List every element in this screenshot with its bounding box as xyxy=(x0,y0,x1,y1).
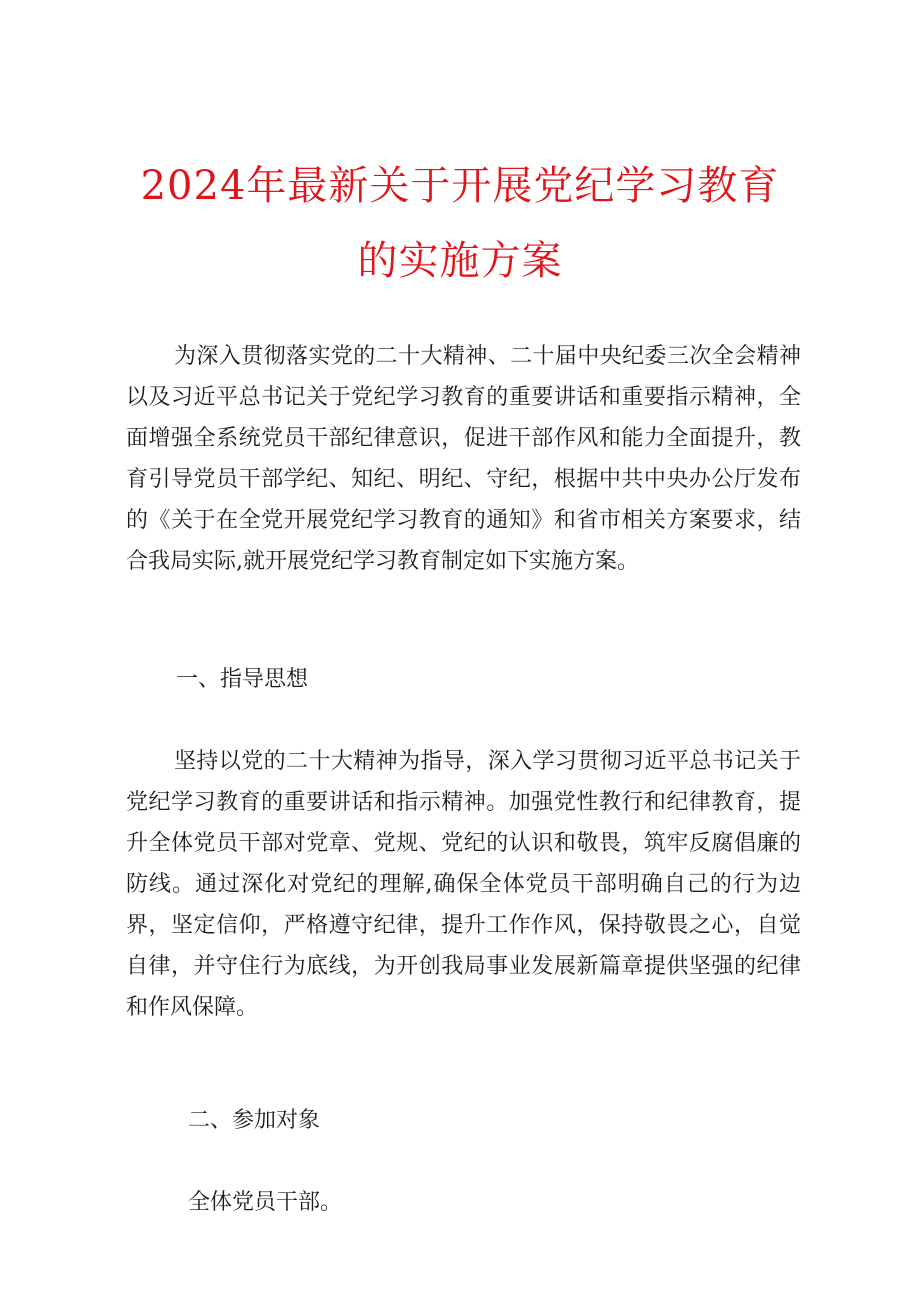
section-body-participants: 全体党员干部。 xyxy=(188,1190,343,1215)
document-title-line-2: 的实施方案 xyxy=(357,238,563,284)
section-body-guiding-ideology: 坚持以党的二十大精神为指导，深入学习贯彻习近平总书记关于党纪学习教育的重要讲话和指示精神。加强党性教行和纪律教育，提升全体党员干部对党章、党规、党纪的认识和敬畏，筑牢反腐倡廉的防线。通过深化对党纪的理解,确保全体党员干部明确自己的行为边界，坚定信仰，严格遵守纪律，提升工作作风，保持敬畏之心，自觉自律，并守住行为底线，为开创我局事业发展新篇章提供坚强的纪律和作风保障。 xyxy=(126,749,801,1020)
intro-paragraph: 为深入贯彻落实党的二十大精神、二十届中央纪委三次全会精神以及习近平总书记关于党纪学习教育的重要讲话和重要指示精神，全面增强全系统党员干部纪律意识，促进干部作风和能力全面提升，教育引导党员干部学纪、知纪、明纪、守纪，根据中共中央办公厅发布的《关于在全党开展党纪学习教育的通知》和省市相关方案要求，结合我局实际,就开展党纪学习教育制定如下实施方案。 xyxy=(126,344,801,574)
section-heading-guiding-ideology: 一、指导思想 xyxy=(176,667,309,692)
section-heading-participants: 二、参加对象 xyxy=(188,1108,321,1133)
document-title-line-1: 2024年最新关于开展党纪学习教育 xyxy=(140,163,780,209)
